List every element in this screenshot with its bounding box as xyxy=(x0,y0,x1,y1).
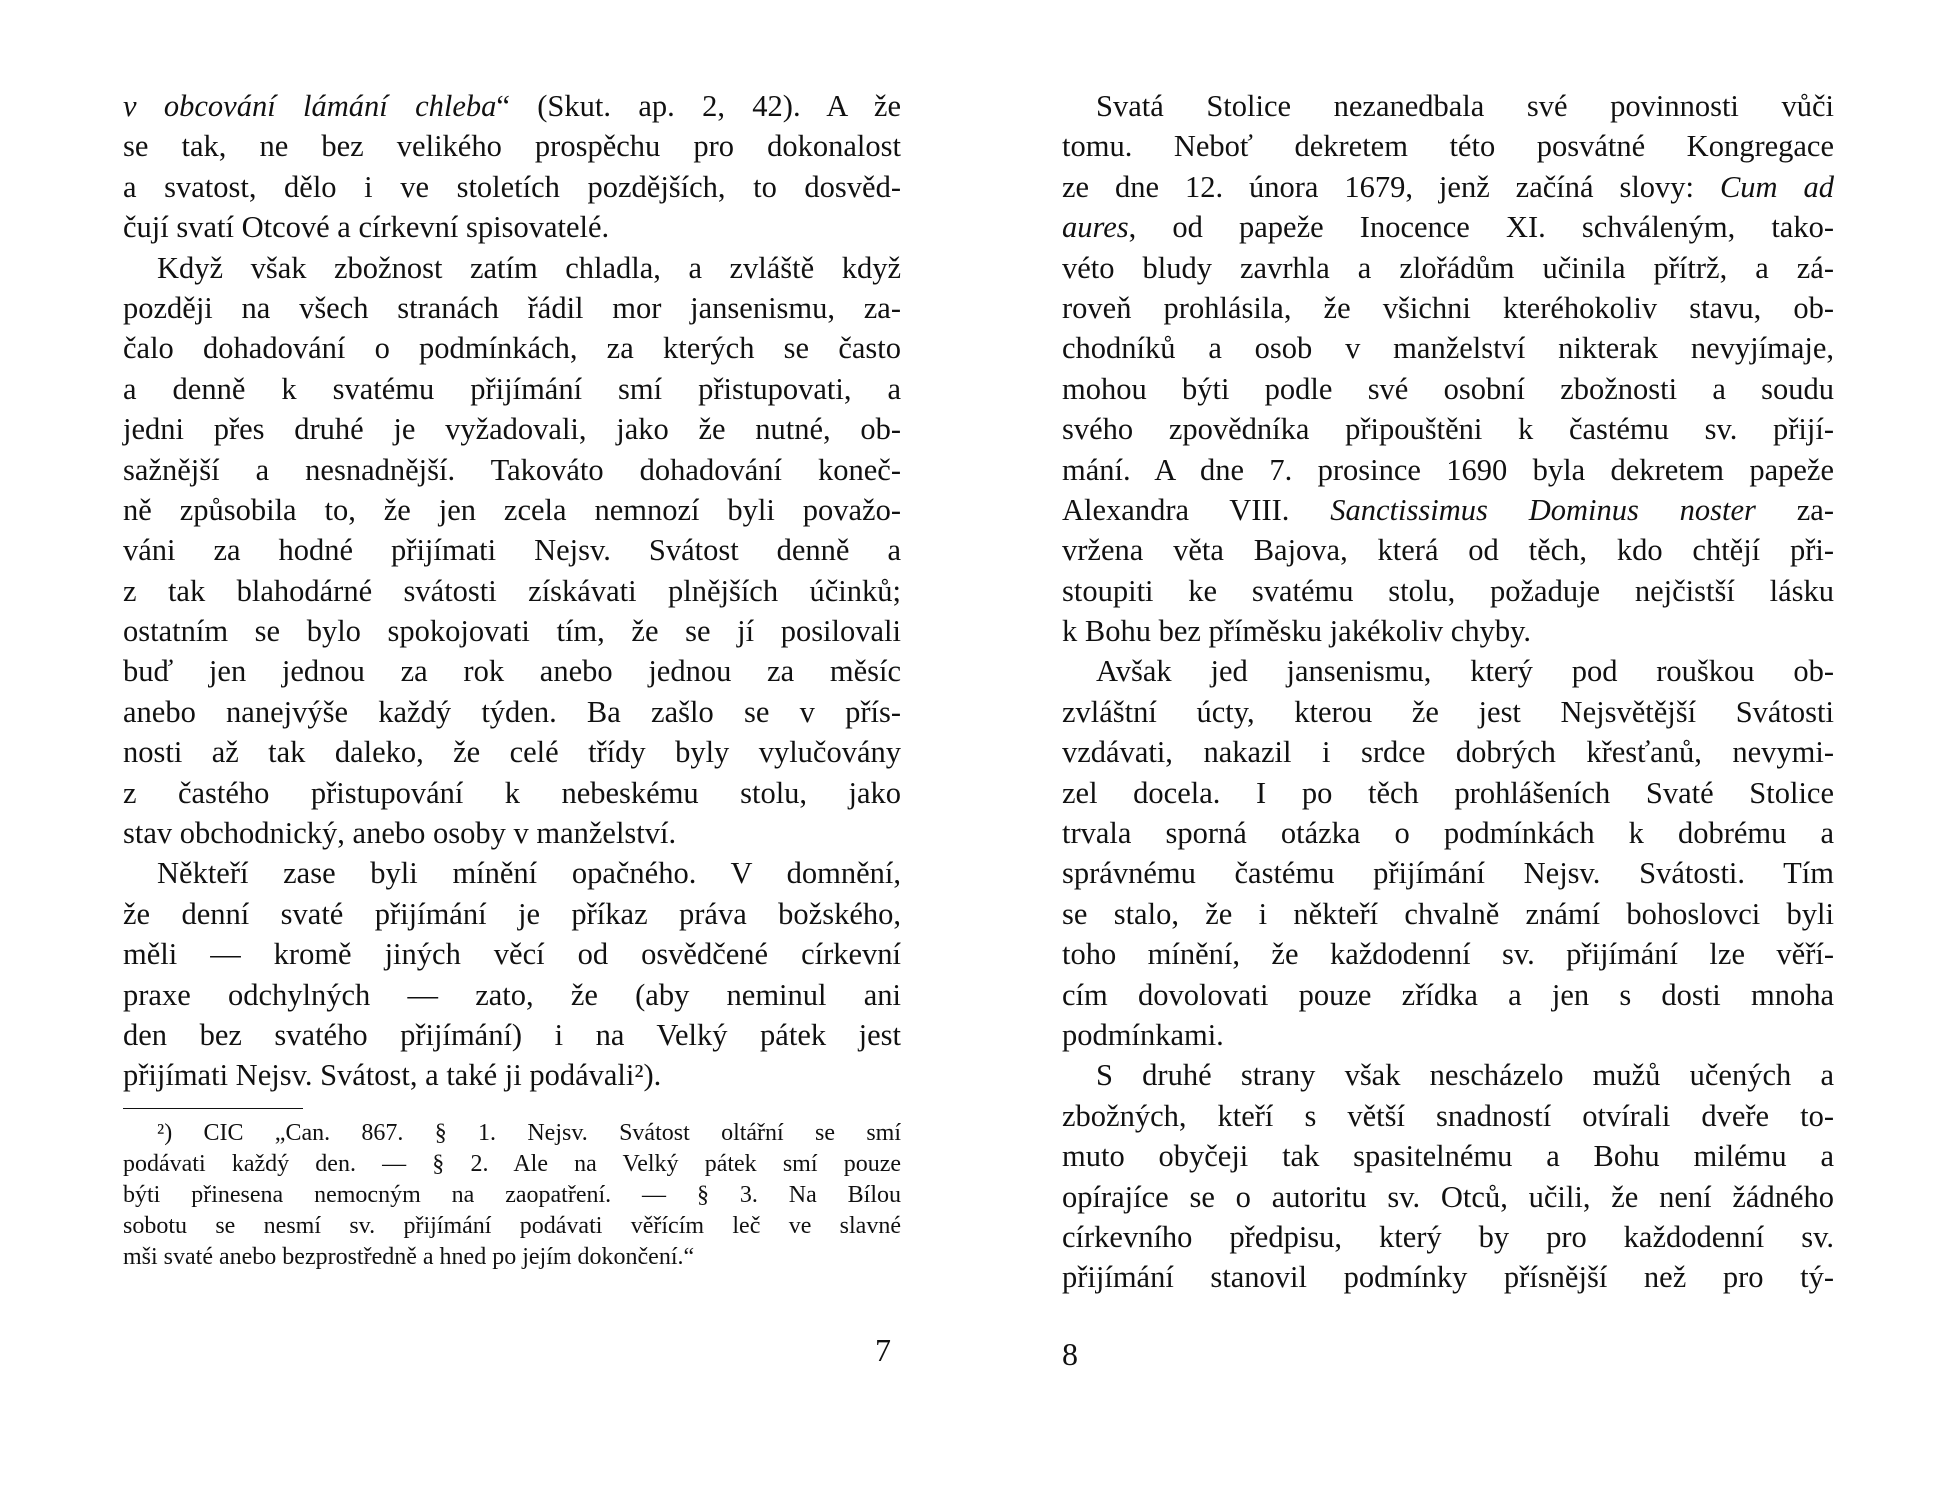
left-line-1-italic: v obcování lámání chleba xyxy=(123,89,497,123)
text-line: že denní svaté přijímání je příkaz práva božského, xyxy=(123,896,901,931)
page-number-right: 8 xyxy=(1062,1336,1078,1372)
footnote-divider xyxy=(123,1108,303,1109)
right-line-11-end: za- xyxy=(1755,492,1835,527)
text-line: k Bohu bez příměsku jakékoliv chyby. xyxy=(1062,614,1531,649)
text-line: Někteří zase byli mínění opačného. V domnění, xyxy=(157,856,901,891)
text-line: mání. A dne 7. prosince 1690 byla dekretem papeže xyxy=(1062,452,1834,487)
right-line-11-italic: Sanctissimus Dominus noster xyxy=(1330,492,1756,527)
right-line-4-roman: , od papeže Inocence XI. schváleným, tako- xyxy=(1128,210,1834,245)
text-line: se tak, ne bez velikého prospěchu pro dokonalost xyxy=(123,129,901,164)
text-line: z tak blahodárné svátosti získávati plnějších účinků; xyxy=(123,573,901,608)
text-line: opírajíce se o autoritu sv. Otců, učili, že není žádného xyxy=(1062,1179,1834,1214)
text-line: sažnější a nesnadnější. Takováto dohadování koneč- xyxy=(123,452,901,487)
text-line: Avšak jed jansenismu, který pod rouškou ob- xyxy=(1096,654,1834,689)
text-line: zel docela. I po těch prohlášeních Svaté Stolice xyxy=(1062,775,1834,810)
text-line: správnému častému přijímání Nejsv. Svátosti. Tím xyxy=(1062,856,1834,891)
text-line: cím dovolovati pouze zřídka a jen s dosti mnoha xyxy=(1062,977,1834,1012)
text-line: podmínkami. xyxy=(1062,1017,1224,1052)
text-line: toho mínění, že každodenní sv. přijímání lze věří- xyxy=(1062,937,1834,972)
footnote-line: mši svaté anebo bezprostředně a hned po jejím dokončení.“ xyxy=(123,1244,695,1270)
text-line: později na všech stranách řádil mor jansenismu, za- xyxy=(123,290,901,325)
right-page-body xyxy=(1062,86,1834,1298)
text-line: anebo nanejvýše každý týden. Ba zašlo se v přís- xyxy=(123,694,901,729)
footnote-line: sobotu se nesmí sv. přijímání podávati věřícím leč ve slavné xyxy=(123,1213,901,1239)
text-line: Svatá Stolice nezanedbala své povinnosti vůči xyxy=(1096,89,1834,123)
text-line: chodníků a osob v manželství nikterak nevyjímaje, xyxy=(1062,331,1834,366)
text-line: stoupiti ke svatému stolu, požaduje nejčistší lásku xyxy=(1062,573,1834,608)
text-line: měli — kromě jiných věcí od osvědčené církevní xyxy=(123,937,901,972)
text-line: ostatním se bylo spokojovati tím, že se jí posilovali xyxy=(123,614,901,649)
footnote-line: podávati každý den. — § 2. Ale na Velký pátek smí pouze xyxy=(123,1151,901,1177)
text-line: čalo dohadování o podmínkách, za kterých se často xyxy=(123,331,901,366)
text-line: svého zpovědníka připouštěni k častému sv. přijí- xyxy=(1062,412,1834,447)
text-line: vzdávati, nakazil i srdce dobrých křesťanů, nevymi- xyxy=(1062,735,1834,770)
page-number-left: 7 xyxy=(875,1332,891,1368)
left-page-body xyxy=(123,86,901,1096)
text-line: a denně k svatému přijímání smí přistupovati, a xyxy=(123,371,901,406)
text-line: církevního předpisu, který by pro každodenní sv. xyxy=(1062,1219,1834,1254)
text-line: vržena věta Bajova, která od těch, kdo chtějí při- xyxy=(1062,533,1834,568)
text-line: Když však zbožnost zatím chladla, a zvláště když xyxy=(157,250,901,285)
text-line: stav obchodnický, anebo osoby v manželství. xyxy=(123,816,677,851)
right-line-3-italic: Cum ad xyxy=(1719,169,1834,204)
text-line: mohou býti podle své osobní zbožnosti a soudu xyxy=(1062,371,1834,406)
text-line: čují svatí Otcové a církevní spisovatelé. xyxy=(123,210,610,245)
text-line: zbožných, kteří s větší snadností otvírali dveře to- xyxy=(1062,1098,1834,1133)
right-line-4-italic: aures xyxy=(1062,210,1129,245)
text-line: muto obyčeji tak spasitelnému a Bohu milému a xyxy=(1062,1139,1834,1174)
text-line: véto bludy zavrhla a zlořádům učinila přítrž, a zá- xyxy=(1062,250,1834,285)
right-line-3-roman: ze dne 12. února 1679, jenž začíná slovy: xyxy=(1062,169,1720,204)
text-line: roveň prohlásila, že všichni kteréhokoliv stavu, ob- xyxy=(1062,290,1834,325)
right-line-11-roman: Alexandra VIII. xyxy=(1062,492,1331,527)
text-line: ně způsobila to, že jen zcela nemnozí byli považo- xyxy=(123,492,901,527)
left-line-1-rest: “ (Skut. ap. 2, 42). A že xyxy=(496,89,902,123)
text-line: zvláštní úcty, kterou že jest Nejsvětější Svátosti xyxy=(1062,694,1834,729)
footnote xyxy=(123,1118,901,1273)
footnote-line: ²) CIC „Can. 867. § 1. Nejsv. Svátost oltářní se smí xyxy=(157,1120,901,1146)
text-line: se stalo, že i někteří chvalně známí bohoslovci byli xyxy=(1062,896,1834,931)
text-line: trvala sporná otázka o podmínkách k dobrému a xyxy=(1062,816,1834,851)
text-line: praxe odchylných — zato, že (aby neminul ani xyxy=(123,977,901,1012)
left-line-1 xyxy=(123,86,901,126)
text-line: buď jen jednou za rok anebo jednou za měsíc xyxy=(123,654,901,689)
text-line: S druhé strany však nescházelo mužů učených a xyxy=(1096,1058,1834,1093)
text-line: váni za hodné přijímati Nejsv. Svátost denně a xyxy=(123,533,901,568)
text-line: přijímání stanovil podmínky přísnější než pro tý- xyxy=(1062,1260,1834,1295)
text-line: jedni přes druhé je vyžadovali, jako že nutné, ob- xyxy=(123,412,901,447)
text-line: a svatost, dělo i ve stoletích pozdějších, to dosvěd- xyxy=(123,169,901,204)
right-line-4 xyxy=(1062,207,1834,247)
right-line-3 xyxy=(1062,167,1834,207)
footnote-line: býti přinesena nemocným na zaopatření. — § 3. Na Bílou xyxy=(123,1182,901,1208)
text-line: přijímati Nejsv. Svátost, a také ji podávali²). xyxy=(123,1058,662,1093)
right-line-11 xyxy=(1062,490,1834,530)
text-line: den bez svatého přijímání) i na Velký pátek jest xyxy=(123,1017,901,1052)
text-line: nosti až tak daleko, že celé třídy byly vylučovány xyxy=(123,735,901,770)
text-line: tomu. Neboť dekretem této posvátné Kongregace xyxy=(1062,129,1834,164)
text-line: z častého přistupování k nebeskému stolu, jako xyxy=(123,775,901,810)
